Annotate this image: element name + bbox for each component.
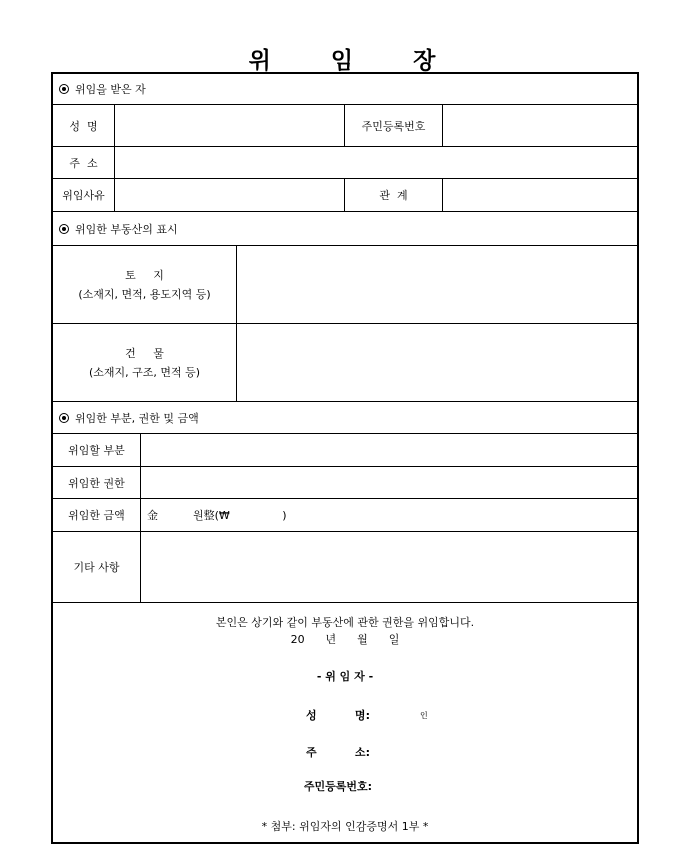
building-field[interactable] [237, 324, 637, 401]
address-field[interactable] [115, 147, 637, 178]
delegator-address-label: 주 소: [306, 746, 370, 759]
address-label: 주 소 [69, 156, 98, 170]
amount-value: 金 원整(₩ ) [147, 509, 287, 522]
delegation-form [51, 72, 639, 844]
amount-field[interactable] [141, 499, 637, 531]
reason-label: 위임사유 [62, 189, 105, 202]
building-sublabel: (소재지, 구조, 면적 등) [88, 365, 201, 379]
amount-label: 위임한 금액 [68, 509, 125, 522]
name-field[interactable] [115, 105, 345, 146]
row-reason [53, 179, 637, 212]
other-label: 기타 사항 [73, 561, 120, 574]
section-header-scope [53, 402, 637, 434]
bullet-circle-icon [59, 224, 69, 234]
name-label: 성 명 [69, 119, 98, 133]
rights-label: 위임한 권한 [68, 476, 125, 490]
row-part [53, 434, 637, 467]
section-title: 위임을 받은 자 [75, 83, 146, 96]
part-label: 위임할 부분 [68, 444, 125, 457]
seal-mark: 인 [420, 711, 428, 720]
attachment-note: * 첨부: 위임자의 인감증명서 1부 * [261, 820, 429, 833]
other-field[interactable] [141, 532, 637, 602]
section-header-delegate [53, 74, 637, 105]
section-title: 위임한 부분, 권한 및 금액 [75, 411, 199, 425]
row-amount [53, 499, 637, 532]
delegator-rrn-label: 주민등록번호: [303, 780, 373, 793]
land-field[interactable] [237, 246, 637, 323]
row-rights [53, 467, 637, 499]
land-label: 토 지 [125, 268, 164, 282]
signature-block [53, 603, 637, 842]
row-other [53, 532, 637, 603]
row-land [53, 246, 637, 324]
document-title: 위 임 장 [248, 48, 462, 74]
land-sublabel: (소재지, 면적, 용도지역 등) [78, 287, 211, 301]
rights-field[interactable] [141, 467, 637, 498]
section-title: 위임한 부동산의 표시 [75, 222, 178, 236]
delegator-name-label: 성 명: [306, 709, 370, 722]
building-label: 건 물 [125, 346, 164, 360]
row-name [53, 105, 637, 147]
bullet-circle-icon [59, 84, 69, 94]
rrn-label: 주민등록번호 [361, 119, 426, 133]
rrn-field[interactable] [443, 105, 637, 146]
reason-field[interactable] [115, 179, 345, 211]
bullet-circle-icon [59, 413, 69, 423]
row-building [53, 324, 637, 402]
section-header-property [53, 212, 637, 246]
part-field[interactable] [141, 434, 637, 466]
statement: 본인은 상기와 같이 부동산에 관한 권한을 위임합니다. [215, 616, 475, 629]
date-line: 20 년 월 일 [290, 633, 400, 646]
delegator-heading: - 위 임 자 - [316, 670, 374, 683]
relation-field[interactable] [443, 179, 637, 211]
relation-label: 관 계 [379, 189, 408, 202]
row-address [53, 147, 637, 179]
